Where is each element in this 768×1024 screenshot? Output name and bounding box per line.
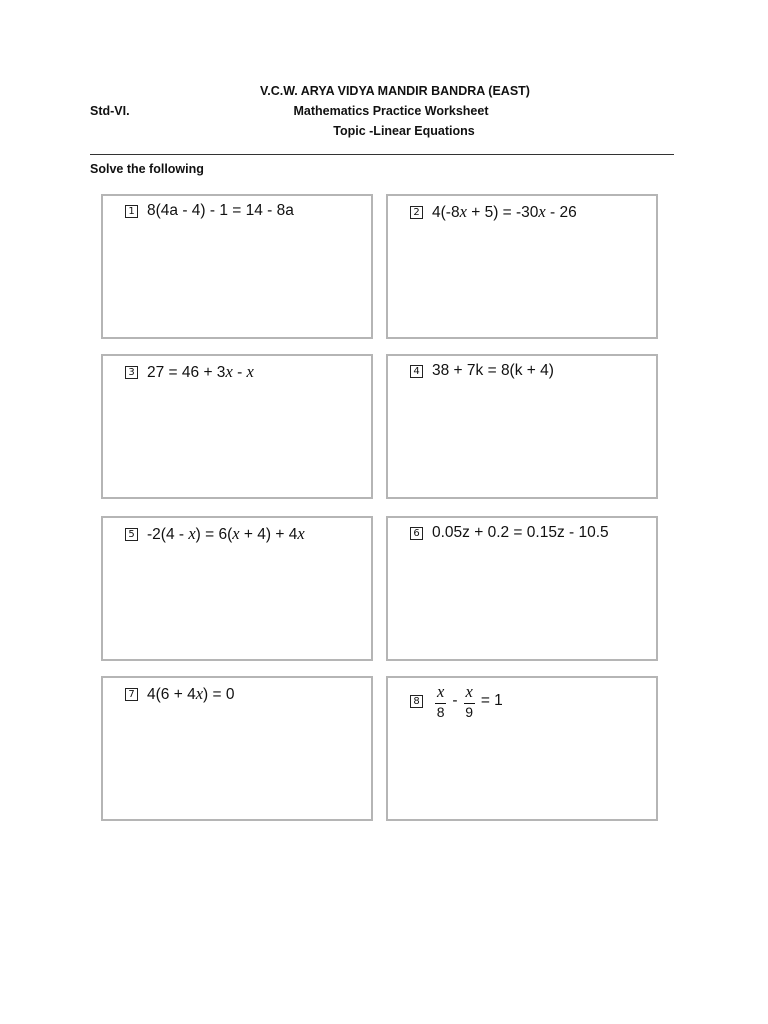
answer-box-5 xyxy=(101,516,373,661)
standard-label: Std-VI. xyxy=(90,104,130,118)
problem-number-badge: 7 xyxy=(125,688,138,701)
fraction: $\frac{x}{8}$ xyxy=(436,682,445,720)
problem-number-badge: 5 xyxy=(125,528,138,541)
problem-1 xyxy=(125,202,294,220)
equation-text: $\frac{x}{8}$ - $\frac{x}{9}$ = 1 xyxy=(436,682,503,720)
problem-number-badge: 1 xyxy=(125,205,138,218)
answer-box-1 xyxy=(101,194,373,339)
header-divider xyxy=(90,154,674,155)
equation-text: 27 = 46 + 3x - x xyxy=(147,362,254,381)
answer-box-2 xyxy=(386,194,658,339)
problem-number-badge: 3 xyxy=(125,366,138,379)
problem-5 xyxy=(125,524,305,544)
equation-text: 38 + 7k = 8(k + 4) xyxy=(432,362,554,379)
problem-3 xyxy=(125,362,254,382)
answer-box-8 xyxy=(386,676,658,821)
equation-text: -2(4 - x) = 6(x + 4) + 4x xyxy=(147,524,305,543)
worksheet-title: Mathematics Practice Worksheet xyxy=(293,104,489,118)
equation-text: 4(-8x + 5) = -30x - 26 xyxy=(432,202,577,221)
answer-box-7 xyxy=(101,676,373,821)
answer-box-4 xyxy=(386,354,658,499)
problem-number-badge: 2 xyxy=(410,206,423,219)
equation-text: 4(6 + 4x) = 0 xyxy=(147,684,235,703)
problem-2 xyxy=(410,202,577,222)
problem-number-badge: 4 xyxy=(410,365,423,378)
answer-box-6 xyxy=(386,516,658,661)
answer-box-3 xyxy=(101,354,373,499)
problem-4 xyxy=(410,362,554,380)
school-name: V.C.W. ARYA VIDYA MANDIR BANDRA (EAST) xyxy=(260,84,530,98)
equation-text: 8(4a - 4) - 1 = 14 - 8a xyxy=(147,202,294,219)
equation-text: 0.05z + 0.2 = 0.15z - 10.5 xyxy=(432,524,609,541)
problem-8 xyxy=(410,684,503,719)
problem-number-badge: 6 xyxy=(410,527,423,540)
problem-number-badge: 8 xyxy=(410,695,423,708)
problem-7 xyxy=(125,684,234,704)
problem-6 xyxy=(410,524,609,542)
fraction: $\frac{x}{9}$ xyxy=(465,682,474,720)
worksheet-topic: Topic -Linear Equations xyxy=(333,124,475,138)
instruction-text: Solve the following xyxy=(90,162,204,176)
